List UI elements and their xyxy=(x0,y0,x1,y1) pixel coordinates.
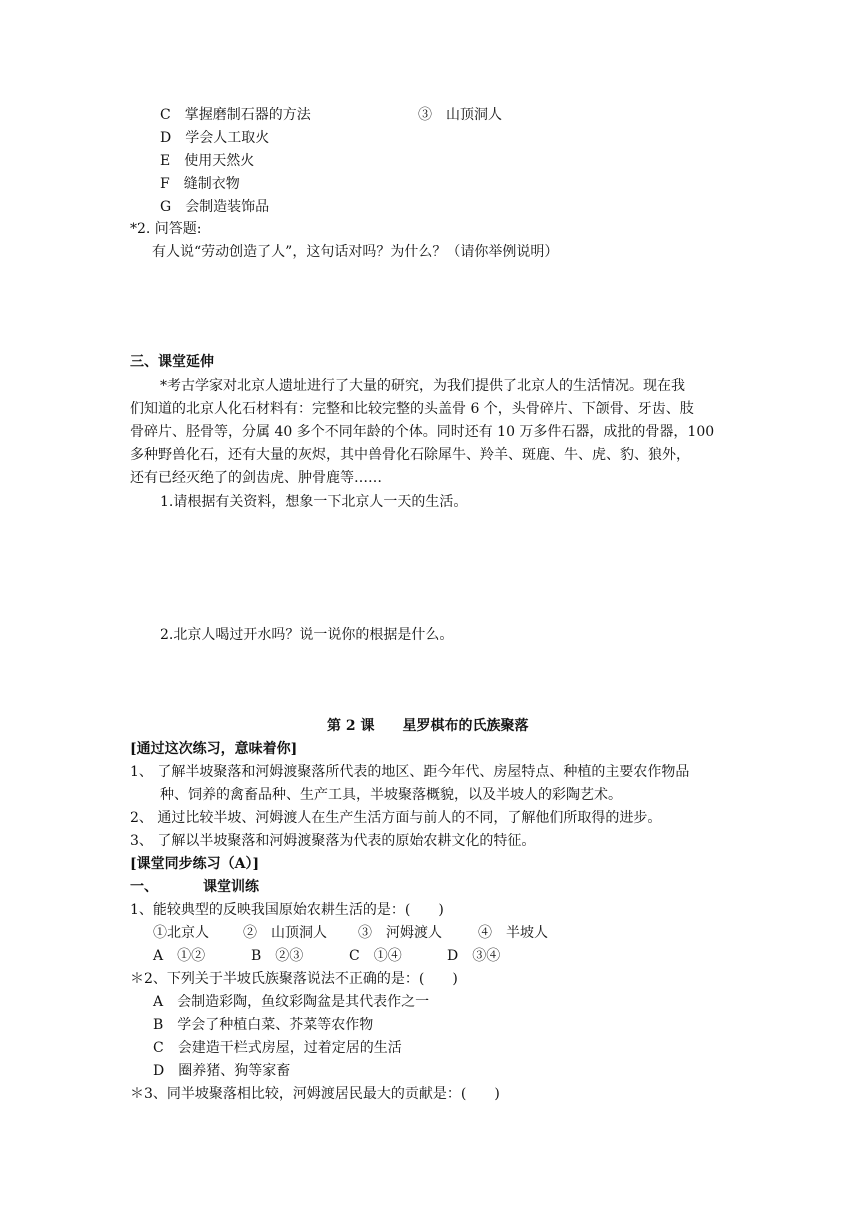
section-3-para-line: *考古学家对北京人遗址进行了大量的研究，为我们提供了北京人的生活情况。现在我 xyxy=(160,378,685,394)
choice: ①北京人 xyxy=(153,925,209,941)
goal-line: 2、 通过比较半坡、河姆渡人在生产生活方面与前人的不同，了解他们所取得的进步。 xyxy=(130,810,662,826)
question-1-stem: 1、能较典型的反映我国原始农耕生活的是：( ) xyxy=(130,902,444,918)
question-2-option: B 学会了种植白菜、芥菜等农作物 xyxy=(153,1017,374,1033)
answer-option: D ③④ xyxy=(447,948,501,964)
sync-practice-heading: [课堂同步练习（A）] xyxy=(130,856,260,872)
answer-option: B ②③ xyxy=(251,948,304,964)
goal-line: 3、 了解以半坡聚落和河姆渡聚落为代表的原始农耕文化的特征。 xyxy=(130,833,536,849)
option-g: G 会制造装饰品 xyxy=(160,199,270,215)
lesson-2-title: 第 2 课 星罗棋布的氏族聚落 xyxy=(327,718,529,734)
answer-option: A ①② xyxy=(153,948,206,964)
option-c: C 掌握磨制石器的方法 xyxy=(160,107,311,123)
question-2-option: D 圈养猪、狗等家畜 xyxy=(153,1063,291,1079)
section-3-question-1: 1.请根据有关资料，想象一下北京人一天的生活。 xyxy=(160,494,468,510)
question-2-stem: ＊2、下列关于半坡氏族聚落说法不正确的是：( ) xyxy=(130,971,458,987)
goal-line: 种、饲养的禽畜品种、生产工具，半坡聚落概貌，以及半坡人的彩陶艺术。 xyxy=(160,787,622,803)
question-2-option: A 会制造彩陶，鱼纹彩陶盆是其代表作之一 xyxy=(153,994,430,1010)
question-3-stem: ＊3、同半坡聚落相比较，河姆渡居民最大的贡献是：( ) xyxy=(130,1086,500,1102)
meaning-heading: [通过这次练习，意味着你] xyxy=(130,741,298,757)
section-3-heading: 三、课堂延伸 xyxy=(130,354,214,370)
section-3-para-line: 还有已经灭绝了的剑齿虎、肿骨鹿等…… xyxy=(130,470,382,486)
choice: ③ 河姆渡人 xyxy=(358,925,442,941)
choice: ② 山顶洞人 xyxy=(243,925,327,941)
goal-line: 1、 了解半坡聚落和河姆渡聚落所代表的地区、距今年代、房屋特点、种植的主要农作物品 xyxy=(130,764,690,780)
question-2-option: C 会建造干栏式房屋，过着定居的生活 xyxy=(153,1040,402,1056)
section-3-question-2: 2.北京人喝过开水吗？说一说你的根据是什么。 xyxy=(160,627,454,643)
option-c-match: ③ 山顶洞人 xyxy=(418,107,502,123)
question-2-text: 有人说“劳动创造了人”，这句话对吗？为什么？（请你举例说明） xyxy=(152,244,559,260)
option-d: D 学会人工取火 xyxy=(160,130,270,146)
option-e: E 使用天然火 xyxy=(160,153,255,169)
section-3-para-line: 们知道的北京人化石材料有：完整和比较完整的头盖骨 6 个，头骨碎片、下颌骨、牙齿、肢 xyxy=(130,401,694,417)
part-1-heading: 一、 课堂训练 xyxy=(130,879,259,895)
section-3-para-line: 多种野兽化石，还有大量的灰烬，其中兽骨化石除犀牛、羚羊、斑鹿、牛、虎、豹、狼外， xyxy=(130,447,690,463)
question-1-answers xyxy=(153,946,500,966)
answer-option: C ①④ xyxy=(349,948,402,964)
question-2-label: *2. 问答题: xyxy=(130,221,202,237)
choice: ④ 半坡人 xyxy=(478,925,548,941)
section-3-para-line: 骨碎片、胫骨等，分属 40 多个不同年龄的个体。同时还有 10 万多件石器，成批的骨器，100 xyxy=(130,424,715,440)
option-f: F 缝制衣物 xyxy=(160,176,240,192)
question-1-choices xyxy=(153,923,548,943)
